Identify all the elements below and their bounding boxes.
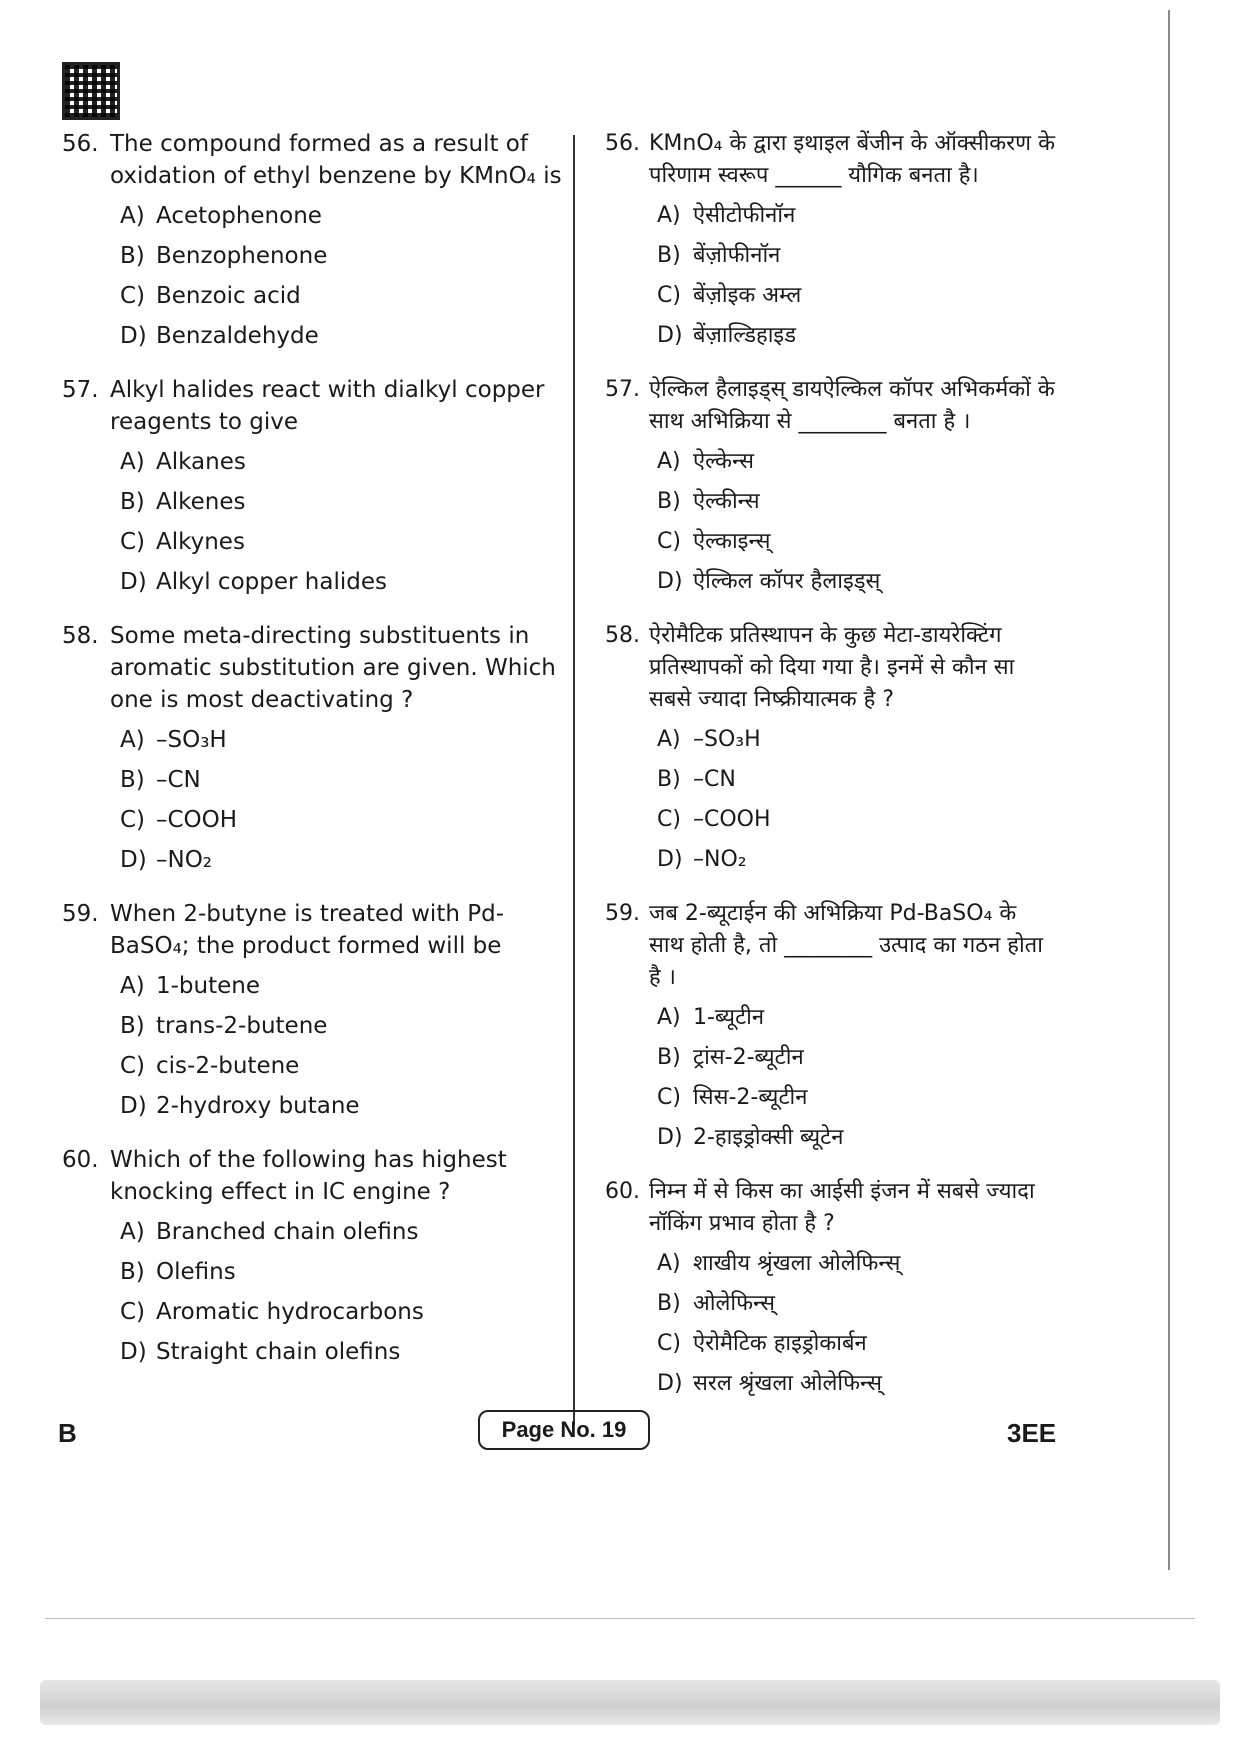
question-head [62, 898, 562, 962]
option-letter: C) [120, 283, 146, 309]
option-item [657, 840, 1055, 880]
column-divider [573, 135, 575, 1425]
option-letter: D) [657, 1371, 683, 1396]
option-item [120, 1252, 562, 1292]
question-head [605, 128, 1055, 192]
option-letter: C) [657, 1085, 681, 1110]
question-text: Alkyl halides react with dialkyl copper reagents to give [110, 377, 545, 435]
option-letter: B) [657, 1045, 681, 1070]
options-list [657, 998, 1055, 1158]
question-text: जब 2-ब्यूटाईन की अभिक्रिया Pd-BaSO₄ के साथ होती है, तो ________ उत्पाद का गठन होता है । [649, 901, 1043, 990]
option-text: Benzaldehyde [156, 323, 319, 349]
option-text: बेंज़ोइक अम्ल [693, 283, 802, 308]
question-hi-58 [605, 620, 1055, 880]
option-item [657, 1324, 1055, 1364]
option-letter: B) [120, 489, 145, 515]
option-letter: C) [120, 529, 146, 555]
option-text: Branched chain olefins [156, 1219, 419, 1245]
hindi-column [605, 128, 1055, 1422]
question-en-60 [62, 1144, 562, 1372]
option-item [120, 1212, 562, 1252]
page-edge-line [1168, 10, 1170, 1570]
option-text: 1-ब्यूटीन [693, 1005, 765, 1030]
option-text: बेंज़ाल्डिहाइड [693, 323, 797, 348]
option-text: Olefins [156, 1259, 236, 1285]
option-text: ऐल्कीन्स [693, 489, 760, 514]
question-text: निम्न में से किस का आईसी इंजन में सबसे ज्यादा नॉकिंग प्रभाव होता है ? [649, 1179, 1035, 1236]
option-item [120, 1086, 562, 1126]
question-number: 57. [605, 377, 640, 402]
options-list [657, 720, 1055, 880]
option-item [120, 236, 562, 276]
question-head [605, 1176, 1055, 1240]
option-text: –SO₃H [693, 727, 761, 752]
question-text: The compound formed as a result of oxidation of ethyl benzene by KMnO₄ is [110, 131, 562, 189]
option-item [657, 998, 1055, 1038]
option-item [657, 760, 1055, 800]
question-text: When 2-butyne is treated with Pd-BaSO₄; the product formed will be [110, 901, 504, 959]
option-letter: B) [120, 243, 145, 269]
option-text: ऐसीटोफीनॉन [693, 203, 796, 228]
option-item [657, 196, 1055, 236]
option-letter: D) [657, 323, 683, 348]
option-letter: D) [120, 847, 147, 873]
question-en-57 [62, 374, 562, 602]
option-item [657, 1038, 1055, 1078]
question-head [605, 898, 1055, 994]
question-head [62, 128, 562, 192]
option-letter: B) [657, 767, 681, 792]
option-letter: D) [657, 1125, 683, 1150]
question-en-59 [62, 898, 562, 1126]
option-item [120, 760, 562, 800]
question-number: 58. [62, 623, 99, 649]
option-item [120, 1332, 562, 1372]
option-letter: A) [120, 1219, 145, 1245]
question-text: Which of the following has highest knocking effect in IC engine ? [110, 1147, 507, 1205]
option-text: trans-2-butene [156, 1013, 328, 1039]
option-letter: B) [657, 243, 681, 268]
option-letter: C) [120, 1053, 146, 1079]
question-number: 56. [605, 131, 640, 156]
option-item [120, 562, 562, 602]
scan-shadow [40, 1680, 1220, 1725]
question-head [605, 620, 1055, 716]
option-letter: C) [120, 1299, 146, 1325]
option-text: Acetophenone [156, 203, 322, 229]
option-item [657, 276, 1055, 316]
option-item [120, 840, 562, 880]
option-text: ट्रांस-2-ब्यूटीन [693, 1045, 804, 1070]
question-hi-59 [605, 898, 1055, 1158]
option-letter: B) [657, 489, 681, 514]
option-text: –NO₂ [156, 847, 213, 873]
option-letter: A) [120, 727, 145, 753]
option-text: Straight chain olefins [156, 1339, 401, 1365]
question-head [62, 1144, 562, 1208]
option-text: –COOH [693, 807, 771, 832]
qr-code-icon [62, 62, 120, 120]
option-item [120, 1006, 562, 1046]
option-item [120, 966, 562, 1006]
question-number: 59. [62, 901, 99, 927]
option-letter: A) [120, 973, 145, 999]
option-letter: C) [657, 807, 681, 832]
option-letter: B) [120, 1013, 145, 1039]
option-text: –NO₂ [693, 847, 747, 872]
option-text: –SO₃H [156, 727, 227, 753]
option-letter: B) [120, 1259, 145, 1285]
question-en-58 [62, 620, 562, 880]
english-column [62, 128, 562, 1390]
question-head [605, 374, 1055, 438]
option-text: Alkenes [156, 489, 246, 515]
option-item [120, 720, 562, 760]
question-head [62, 620, 562, 716]
question-text: Some meta-directing substituents in aromatic substitution are given. Which one is most deactivating ? [110, 623, 556, 713]
question-number: 56. [62, 131, 99, 157]
option-text: बेंज़ोफीनॉन [693, 243, 781, 268]
question-number: 58. [605, 623, 640, 648]
option-letter: A) [657, 449, 681, 474]
option-item [657, 522, 1055, 562]
question-hi-56 [605, 128, 1055, 356]
question-text: KMnO₄ के द्वारा इथाइल बेंजीन के ऑक्सीकरण के परिणाम स्वरूप ______ यौगिक बनता है। [649, 131, 1055, 188]
option-text: cis-2-butene [156, 1053, 300, 1079]
option-letter: D) [120, 1339, 147, 1365]
options-list [657, 196, 1055, 356]
option-item [120, 1046, 562, 1086]
option-item [657, 1078, 1055, 1118]
option-text: Alkanes [156, 449, 246, 475]
option-item [120, 442, 562, 482]
question-hi-57 [605, 374, 1055, 602]
option-text: ऐरोमैटिक हाइड्रोकार्बन [693, 1331, 867, 1356]
option-text: –CN [156, 767, 201, 793]
option-item [657, 1244, 1055, 1284]
option-item [120, 316, 562, 356]
options-list [120, 1212, 562, 1372]
option-item [657, 562, 1055, 602]
options-list [657, 442, 1055, 602]
question-head [62, 374, 562, 438]
question-number: 57. [62, 377, 99, 403]
options-list [120, 442, 562, 602]
paper-code: 3EE [1007, 1418, 1057, 1448]
option-item [657, 316, 1055, 356]
option-letter: C) [657, 529, 681, 554]
option-text: Aromatic hydrocarbons [156, 1299, 424, 1325]
question-en-56 [62, 128, 562, 356]
option-letter: C) [657, 283, 681, 308]
option-letter: A) [120, 203, 145, 229]
question-number: 60. [605, 1179, 640, 1204]
option-text: शाखीय श्रृंखला ओलेफिन्स् [693, 1251, 901, 1276]
option-letter: A) [120, 449, 145, 475]
option-text: सरल श्रृंखला ओलेफिन्स् [693, 1371, 882, 1396]
bottom-rule [45, 1618, 1195, 1619]
question-number: 60. [62, 1147, 99, 1173]
option-item [657, 1284, 1055, 1324]
option-text: Benzoic acid [156, 283, 301, 309]
option-item [120, 196, 562, 236]
option-item [120, 1292, 562, 1332]
option-item [657, 1118, 1055, 1158]
option-letter: A) [657, 1251, 681, 1276]
option-letter: A) [657, 203, 681, 228]
option-text: ऐल्काइन्स् [693, 529, 771, 554]
question-text: ऐरोमैटिक प्रतिस्थापन के कुछ मेटा-डायरेक्टिंग प्रतिस्थापकों को दिया गया है। इनमें से कौन सा सबसे ज्यादा निष्क्रीयात्मक है ? [649, 623, 1015, 712]
option-text: –CN [693, 767, 736, 792]
option-item [657, 1364, 1055, 1404]
option-letter: D) [657, 847, 683, 872]
set-label: B [58, 1418, 77, 1448]
option-item [657, 442, 1055, 482]
option-item [120, 276, 562, 316]
question-number: 59. [605, 901, 640, 926]
question-hi-60 [605, 1176, 1055, 1404]
question-text: ऐल्किल हैलाइड्स् डायऐल्किल कॉपर अभिकर्मकों के साथ अभिक्रिया से ________ बनता है । [649, 377, 1055, 434]
option-item [120, 522, 562, 562]
option-text: सिस-2-ब्यूटीन [693, 1085, 808, 1110]
options-list [120, 966, 562, 1126]
option-item [657, 482, 1055, 522]
option-letter: D) [120, 323, 147, 349]
option-item [657, 236, 1055, 276]
option-letter: D) [120, 1093, 147, 1119]
option-item [120, 800, 562, 840]
option-letter: C) [657, 1331, 681, 1356]
option-text: ऐल्किल कॉपर हैलाइड्स् [693, 569, 881, 594]
option-item [120, 482, 562, 522]
option-text: –COOH [156, 807, 238, 833]
option-text: Alkynes [156, 529, 245, 555]
option-text: 2-hydroxy butane [156, 1093, 360, 1119]
option-item [657, 800, 1055, 840]
option-item [657, 720, 1055, 760]
option-letter: C) [120, 807, 146, 833]
option-letter: D) [657, 569, 683, 594]
options-list [120, 196, 562, 356]
option-letter: B) [120, 767, 145, 793]
option-letter: D) [120, 569, 147, 595]
option-text: Alkyl copper halides [156, 569, 387, 595]
options-list [657, 1244, 1055, 1404]
option-letter: B) [657, 1291, 681, 1316]
option-text: 2-हाइड्रोक्सी ब्यूटेन [693, 1125, 844, 1150]
option-letter: A) [657, 727, 681, 752]
option-text: 1-butene [156, 973, 261, 999]
option-text: ओलेफिन्स् [693, 1291, 776, 1316]
option-text: ऐल्केन्स [693, 449, 754, 474]
option-text: Benzophenone [156, 243, 328, 269]
page-number: Page No. 19 [478, 1410, 650, 1450]
options-list [120, 720, 562, 880]
option-letter: A) [657, 1005, 681, 1030]
